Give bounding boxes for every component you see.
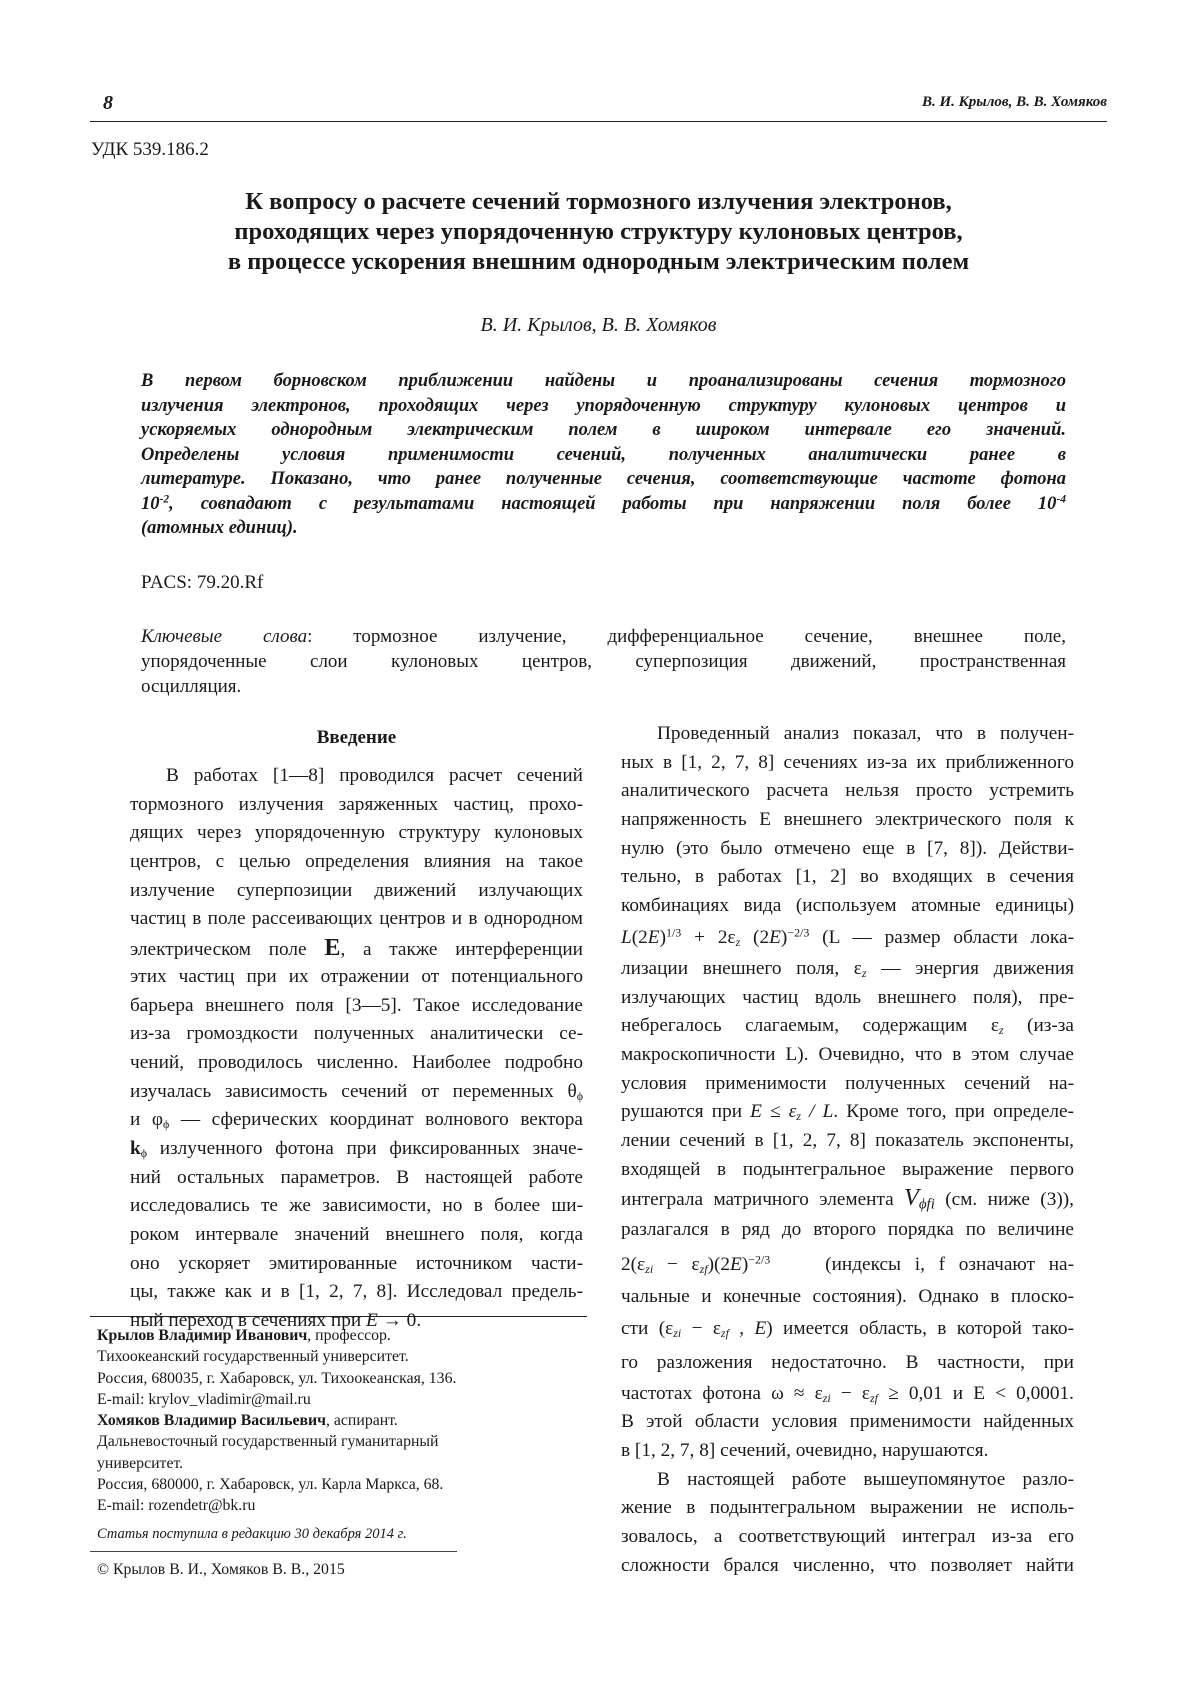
body-line: ний остальных параметров. В настоящей работе (130, 1166, 583, 1188)
formula-inline: $\omega \approx \varepsilon_{zi} - \varepsilon_{zf} \ge 0,01$ (771, 1382, 943, 1405)
formula-inline: $V_{\phi fi}$ (904, 1185, 935, 1214)
body-line: в [1, 2, 7, 8] сечений, очевидно, нарушаются. (621, 1440, 989, 1462)
formula-inline: $E \le \varepsilon_z / L$ (750, 1101, 834, 1124)
body-line: жение в подынтегральном выражении не исполь- (621, 1497, 1074, 1519)
body-line: макроскопичности L). Очевидно, что в этом случае (621, 1043, 1074, 1065)
formula-inline: $2(\varepsilon_{zi} - \varepsilon_{zf})(2E)^{-2/3}$ (621, 1252, 771, 1276)
body-line: условия применимости полученных сечений на- (621, 1072, 1074, 1094)
body-line (621, 1098, 1074, 1127)
body-sub: ϕ (163, 1117, 170, 1132)
body-text: электрическом поле (130, 939, 325, 961)
body-line: В настоящей работе вышеупомянутое разло- (657, 1468, 1074, 1490)
copyright: © Крылов В. И., Хомяков В. В., 2015 (97, 1561, 345, 1578)
body-text: → 0. (377, 1310, 422, 1332)
keywords-line: упорядоченные слои кулоновых центров, суперпозиция движений, пространственная (141, 651, 1066, 672)
body-line: этих частиц при их отражении от потенциального (130, 965, 583, 987)
body-line (621, 955, 1074, 984)
body-line: оно ускоряет эмитированные источником части- (130, 1252, 583, 1274)
body-text: частотах фотона (621, 1382, 772, 1404)
page-number: 8 (103, 92, 113, 114)
abstract-sup: -2 (159, 493, 170, 506)
right-column (621, 720, 1074, 1581)
body-italic: E (365, 1310, 378, 1332)
body-text: сти (621, 1317, 659, 1339)
body-line: барьера внешнего поля [3—5]. Такое исследование (130, 994, 583, 1016)
abstract-sup: -4 (1056, 493, 1066, 506)
received-date: Статья поступила в редакцию 30 декабря 2014 г. (97, 1526, 407, 1542)
author2-role: , аспирант. (326, 1412, 398, 1430)
body-line: тельно, в работах [1, 2] во входящих в сечения (621, 866, 1074, 888)
body-text: (из-за (1003, 1015, 1074, 1037)
body-text: излученного фотона при фиксированных значе- (147, 1137, 583, 1159)
body-line: сложности брался численно, что позволяет найти (621, 1554, 1074, 1576)
footnote-line: Дальневосточный государственный гуманитарный (97, 1433, 439, 1451)
body-line (621, 1380, 1074, 1409)
body-line: исследовались те же зависимости, но в более ши- (130, 1195, 583, 1217)
body-line (621, 1184, 1074, 1213)
author1-name: Крылов Владимир Иванович (97, 1327, 308, 1344)
body-line: Проведенный анализ показал, что в получен- (657, 723, 1074, 744)
abstract-line: Определены условия применимости сечений, полученных аналитически ранее в (141, 444, 1066, 465)
running-head: В. И. Крылов, В. В. Хомяков (921, 94, 1107, 110)
body-sub: z (861, 965, 867, 980)
author2-name: Хомяков Владимир Васильевич (97, 1412, 327, 1430)
footnote-line: Тихоокеанский государственный университет. (97, 1348, 409, 1366)
footnote-rule (90, 1316, 587, 1317)
article-title (90, 187, 1107, 277)
body-text: — энергия движения (866, 957, 1075, 979)
body-line (130, 1135, 583, 1164)
body-text: (индексы i, f означают на- (825, 1254, 1074, 1275)
formula-inline: ($\varepsilon_{zi} - \varepsilon_{zf}$ , E) (658, 1317, 773, 1340)
body-line: ных в [1, 2, 7, 8] сечениях из-за их приближенного (621, 751, 1074, 773)
body-line: входящей в подынтегральное выражение первого (621, 1158, 1074, 1180)
abstract-line (141, 492, 1066, 517)
abstract-line: литературе. Показано, что ранее полученные сечения, соответствующие частоте фотона (141, 469, 1066, 489)
formula-line (621, 1247, 1074, 1283)
abstract-line: (атомных единиц). (141, 518, 298, 538)
vector-E: E (324, 935, 341, 962)
body-text: и E < 0,0001. (942, 1382, 1074, 1404)
keywords-label: Ключевые слова (141, 626, 308, 647)
body-sub: ϕ (576, 1088, 583, 1103)
body-line: центров, с целью определения влияния на такое (130, 851, 583, 873)
body-line: частиц в поле рассеивающих центров и в однородном (130, 908, 583, 930)
formula-line: $L(2E)^{1/3} + 2\varepsilon_z$ $(2E)^{-2/3}$ (L — размер области лока- (621, 925, 1074, 949)
body-text: лизации внешнего поля, ε (621, 957, 862, 979)
body-line: лении сечений в [1, 2, 7, 8] показатель экспоненты, (621, 1129, 1074, 1151)
body-line: комбинациях вида (используем атомные единицы) (621, 895, 1074, 917)
footnote-line: Россия, 680035, г. Хабаровск, ул. Тихоокеанская, 136. (97, 1369, 457, 1387)
body-line (621, 1012, 1074, 1041)
body-line (130, 1078, 583, 1107)
left-column (130, 762, 583, 1336)
body-text: имеется область, в которой тако- (772, 1317, 1074, 1339)
body-text: рушаются при (621, 1101, 751, 1123)
title-line: в процессе ускорения внешним однородным электрическим полем (227, 248, 970, 275)
body-text: интеграла матричного элемента (621, 1189, 905, 1211)
body-line: чений, проводилось численно. Наиболее подробно (130, 1051, 583, 1073)
copyright-rule (90, 1551, 457, 1552)
formula-tail: (L — размер области лока- (809, 926, 1074, 948)
body-sub: z (998, 1023, 1004, 1038)
body-line (621, 1312, 1074, 1346)
abstract-line: ускоряемых однородным электрическим полем в широком интервале его значений. (141, 420, 1066, 440)
body-line: напряженность E внешнего электрического поля к (621, 809, 1074, 831)
udc-code: УДК 539.186.2 (91, 139, 209, 160)
author1-role: , профессор. (307, 1327, 391, 1344)
body-line: цы, также как и в [1, 2, 7, 8]. Исследовал предель- (130, 1281, 583, 1303)
abstract-text: 10 (141, 493, 160, 514)
body-text: (см. ниже (3)), (934, 1189, 1074, 1211)
body-line: го разложения недостаточно. В частности, при (621, 1351, 1074, 1373)
body-line: роком интервале значений внешнего поля, когда (130, 1224, 583, 1245)
body-line: тормозного излучения заряженных частиц, прохо- (130, 793, 583, 815)
keywords-line (141, 624, 1066, 649)
footnote-line: Россия, 680000, г. Хабаровск, ул. Карла Маркса, 68. (97, 1476, 444, 1494)
body-text: и φ (130, 1109, 163, 1131)
body-text: — сферических координат волнового вектора (169, 1109, 583, 1131)
body-line: излучающих частиц вдоль внешнего поля), пре- (621, 986, 1074, 1008)
title-line: проходящих через упорядоченную структуру кулоновых центров, (234, 218, 963, 245)
body-text: . Кроме того, при определе- (833, 1101, 1074, 1123)
body-line: дящих через упорядоченную структуру кулоновых (130, 822, 583, 844)
body-text: небрегалось слагаемым, содержащим ε (621, 1015, 999, 1037)
body-line: нулю (это было отмечено еще в [7, 8]). Действи- (621, 837, 1074, 859)
footnote-line: университет. (97, 1454, 184, 1472)
body-line: В работах [1—8] проводился расчет сечений (166, 765, 583, 786)
vector-k: k (130, 1137, 141, 1159)
keywords (141, 624, 1066, 699)
abstract (141, 369, 1066, 541)
keywords-line: осцилляция. (141, 676, 242, 697)
header-rule (90, 121, 1107, 122)
body-line: разлагался в ряд до второго порядка по величине (621, 1219, 1074, 1240)
body-line: В этой области условия применимости найденных (621, 1411, 1074, 1433)
footnote-line (97, 1325, 597, 1346)
body-line: из-за громоздкости полученных аналитически се- (130, 1023, 583, 1045)
body-line: излучение суперпозиции движений излучающих (130, 879, 583, 901)
authors: В. И. Крылов, В. В. Хомяков (480, 314, 717, 336)
author-footnote (97, 1325, 597, 1517)
footnote-line (97, 1410, 597, 1431)
formula-l2e: L (621, 926, 632, 948)
body-line (130, 1106, 583, 1135)
body-text: ный переход в сечениях при (130, 1310, 366, 1332)
abstract-line: излучения электронов, проходящих через упорядоченную структуру кулоновых центров и (141, 395, 1066, 416)
body-line: чальные и конечные состояния). Однако в плоско- (621, 1286, 1074, 1307)
body-line: аналитического расчета нельзя просто устремить (621, 780, 1074, 802)
abstract-line: В первом борновском приближении найдены и проанализированы сечения тормозного (141, 371, 1066, 391)
author1-email: E-mail: krylov_vladimir@mail.ru (97, 1390, 311, 1408)
body-line: зовалось, а соответствующий интеграл из-за его (621, 1526, 1074, 1548)
body-text: изучалась зависимость сечений от переменных θ (130, 1080, 577, 1102)
body-sub: ϕ (140, 1145, 148, 1160)
title-line: К вопросу о расчете сечений тормозного излучения электронов, (245, 188, 952, 215)
body-text: , а также интерференции (340, 939, 583, 961)
abstract-text: , совпадают с результатами настоящей работы при напряжении поля более 10 (169, 493, 1057, 514)
author2-email: E-mail: rozendetr@bk.ru (97, 1497, 256, 1515)
pacs-code: PACS: 79.20.Rf (141, 572, 264, 593)
body-line (130, 934, 583, 963)
section-heading: Введение (316, 727, 397, 748)
keywords-text: : тормозное излучение, дифференциальное сечение, внешнее поле, (307, 626, 1066, 647)
